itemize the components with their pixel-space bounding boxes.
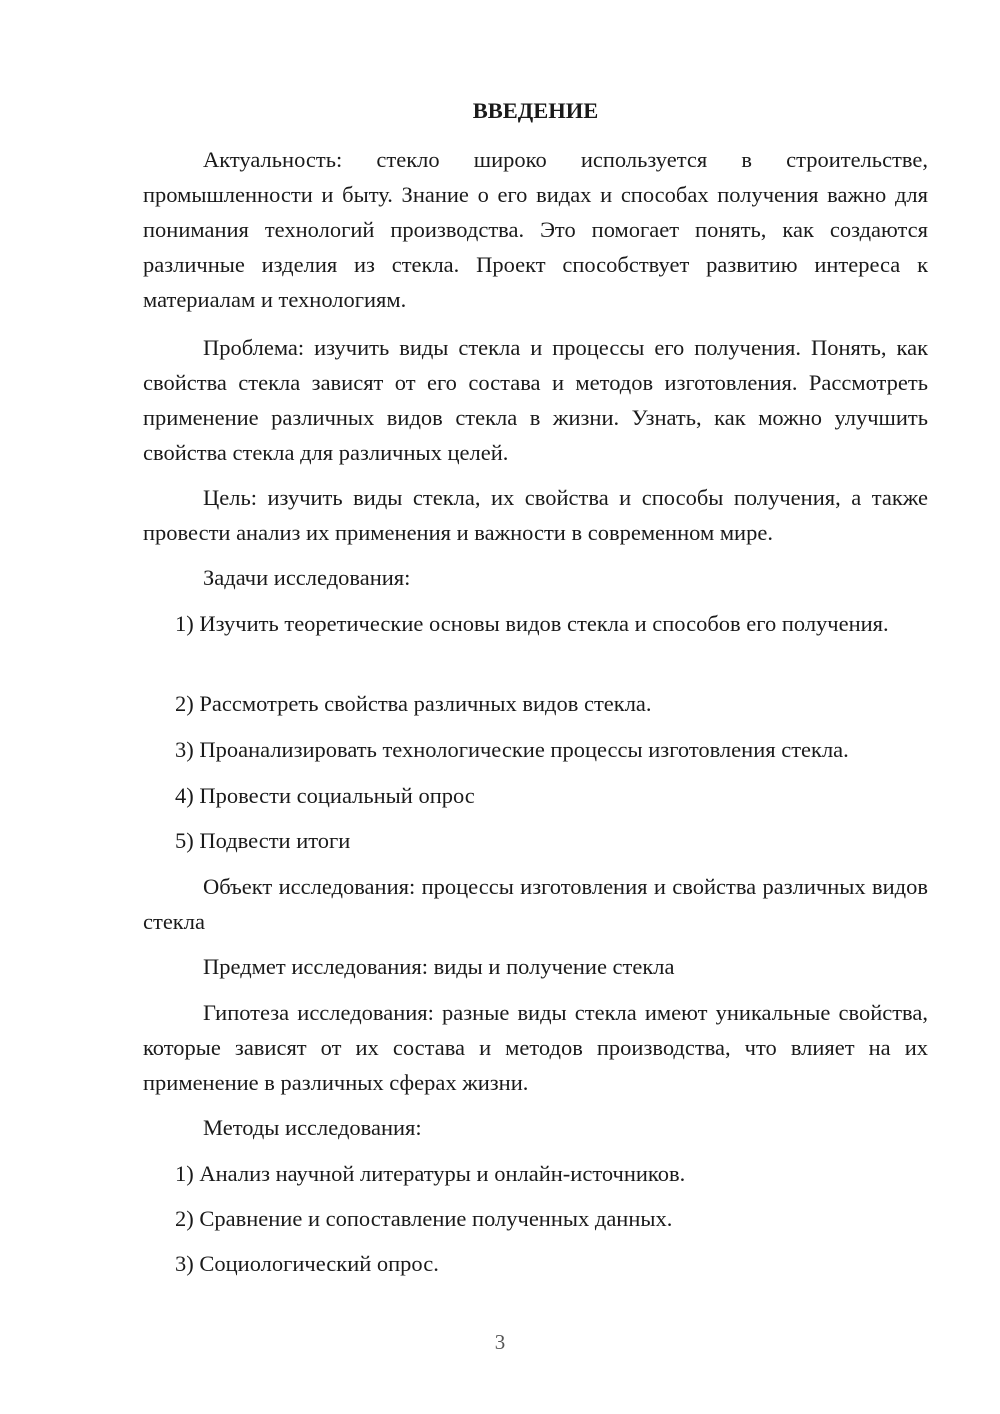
paragraph-tasks-heading: Задачи исследования: <box>203 565 411 590</box>
task-item-4: 4) Провести социальный опрос <box>175 783 475 808</box>
paragraph-hypothesis: Гипотеза исследования: разные виды стекла имеют уникальные свойства, которые зависят от их состава и методов производства, что влияет на их применение в различных сферах жизни. <box>143 1000 928 1095</box>
task-item-1: 1) Изучить теоретические основы видов стекла и способов его получения. <box>175 611 889 636</box>
method-item-2: 2) Сравнение и сопоставление полученных данных. <box>175 1206 673 1231</box>
paragraph-relevance: Актуальность: стекло широко используется в строительстве, промышленности и быту. Знание о его видах и способах получения важно для понимания технологий производства. Это помогает понять, как создаются различные изделия из стекла. Проект способствует развитию интереса к материалам и технологиям. <box>143 147 928 312</box>
document-page <box>143 0 928 1414</box>
task-item-2: 2) Рассмотреть свойства различных видов стекла. <box>175 691 652 716</box>
paragraph-methods-heading: Методы исследования: <box>203 1115 422 1140</box>
paragraph-goal: Цель: изучить виды стекла, их свойства и способы получения, а также провести анализ их применения и важности в современном мире. <box>143 485 928 545</box>
page-number: 3 <box>494 1330 506 1354</box>
paragraph-problem: Проблема: изучить виды стекла и процессы его получения. Понять, как свойства стекла зависят от его состава и методов изготовления. Рассмотреть применение различных видов стекла в жизни. Узнать, как можно улучшить свойства стекла для различных целей. <box>143 335 928 465</box>
method-item-1: 1) Анализ научной литературы и онлайн-источников. <box>175 1161 686 1186</box>
paragraph-object: Объект исследования: процессы изготовления и свойства различных видов стекла <box>143 874 928 934</box>
section-heading: ВВЕДЕНИЕ <box>472 98 599 123</box>
task-item-3: 3) Проанализировать технологические процессы изготовления стекла. <box>175 737 849 762</box>
paragraph-subject: Предмет исследования: виды и получение стекла <box>203 954 675 979</box>
method-item-3: 3) Социологический опрос. <box>175 1251 439 1276</box>
task-item-5: 5) Подвести итоги <box>175 828 351 853</box>
